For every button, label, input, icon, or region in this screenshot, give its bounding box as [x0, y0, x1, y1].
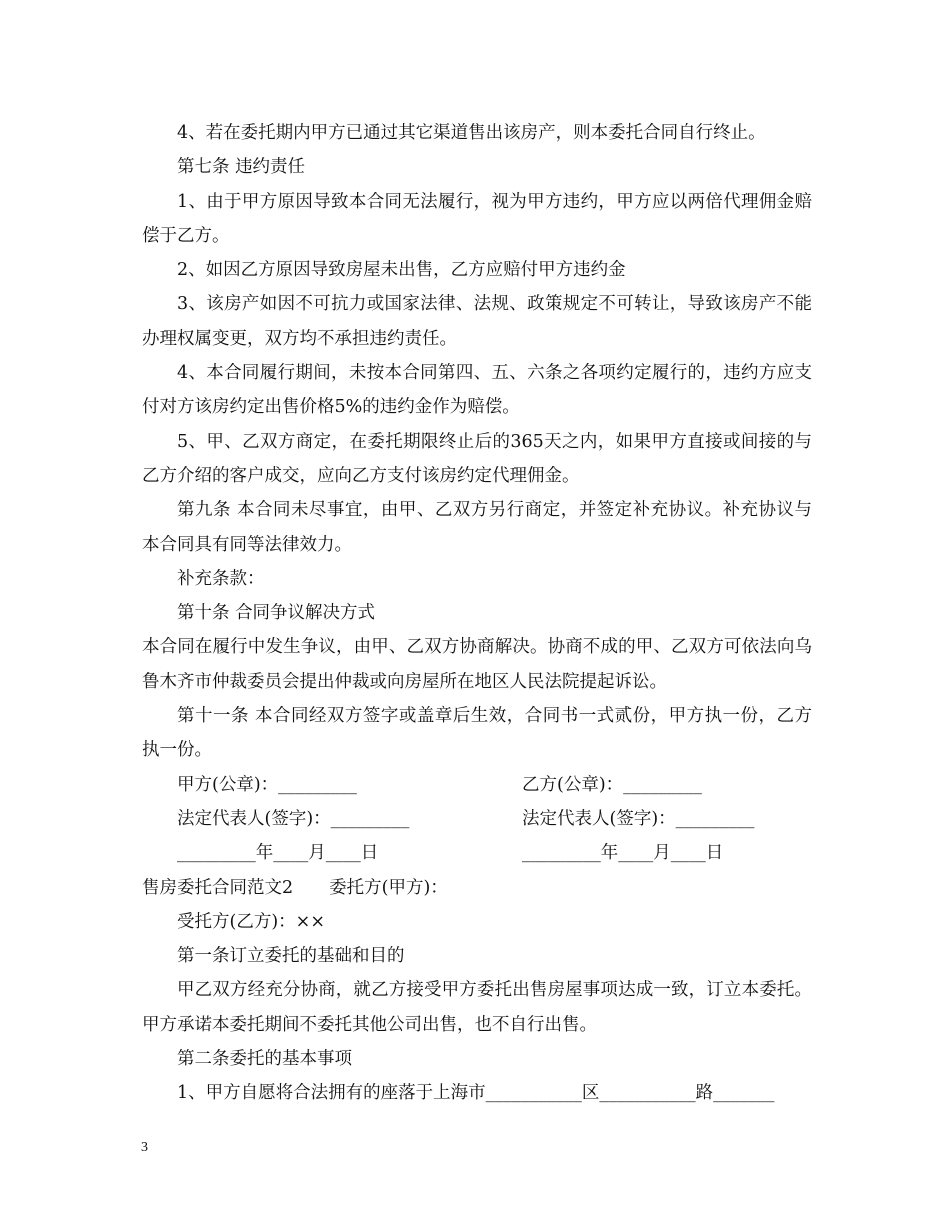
page-number: 3 — [141, 1140, 148, 1155]
principal-party-label: 委托方(甲方)： — [329, 877, 448, 898]
party-b-seal: 乙方(公章)：_________ — [522, 774, 702, 795]
clause-6-item-4: 4、若在委托期内甲方已通过其它渠道售出该房产，则本委托合同自行终止。 — [177, 123, 766, 143]
signature-representative-row — [142, 802, 812, 836]
signature-seal-row — [142, 768, 812, 802]
party-a-seal: 甲方(公章)：_________ — [177, 774, 357, 795]
article-11: 第十一条 本合同经双方签字或盖章后生效，合同书一式贰份，甲方执一份，乙方执一份。 — [142, 706, 812, 761]
article-7-item-4: 4、本合同履行期间，未按本合同第四、五、六条之各项约定履行的，违约方应支付对方该房约定出售价格5%的违约金作为赔偿。 — [142, 363, 812, 418]
document-body — [142, 116, 812, 1111]
article-9: 第九条 本合同未尽事宜，由甲、乙双方另行商定，并签定补充协议。补充协议与本合同具有同等法律效力。 — [142, 500, 812, 555]
second-article-2-title: 第二条委托的基本事项 — [177, 1049, 352, 1070]
article-7-item-3: 3、该房产如因不可抗力或国家法律、法规、政策规定不可转让，导致该房产不能办理权属变更，双方均不承担违约责任。 — [142, 294, 812, 349]
article-7-item-2: 2、如因乙方原因导致房屋未出售，乙方应赔付甲方违约金 — [177, 260, 626, 281]
article-7-item-5: 5、甲、乙双方商定，在委托期限终止后的365天之内，如果甲方直接或间接的与乙方介绍的客户成交，应向乙方支付该房约定代理佣金。 — [142, 431, 812, 486]
party-a-representative: 法定代表人(签字)：_________ — [177, 808, 410, 829]
agent-party-label: 受托方(乙方)：×× — [177, 911, 325, 932]
party-a-date: _________年____月____日 — [177, 843, 379, 864]
second-contract-heading-line — [142, 871, 812, 905]
party-b-representative: 法定代表人(签字)：_________ — [522, 808, 755, 829]
second-article-2-item-1: 1、甲方自愿将合法拥有的座落于上海市___________区___________路_______ — [177, 1083, 775, 1104]
article-7-item-1: 1、由于甲方原因导致本合同无法履行，视为甲方违约，甲方应以两倍代理佣金赔偿于乙方。 — [142, 191, 812, 246]
second-article-1-title: 第一条订立委托的基础和目的 — [177, 946, 405, 967]
second-contract-heading: 售房委托合同范文2 — [142, 877, 294, 898]
article-10-title: 第十条 合同争议解决方式 — [177, 603, 376, 624]
article-10-body: 本合同在履行中发生争议，由甲、乙双方协商解决。协商不成的甲、乙双方可依法向乌鲁木齐市仲裁委员会提出仲裁或向房屋所在地区人民法院提起诉讼。 — [142, 637, 812, 692]
second-article-1-body: 甲乙双方经充分协商，就乙方接受甲方委托出售房屋事项达成一致，订立本委托。甲方承诺本委托期间不委托其他公司出售，也不自行出售。 — [142, 980, 812, 1035]
article-7-title: 第七条 违约责任 — [177, 157, 306, 178]
supplementary-terms: 补充条款： — [177, 568, 265, 589]
party-b-date: _________年____月____日 — [522, 843, 724, 864]
signature-date-row — [142, 836, 812, 870]
